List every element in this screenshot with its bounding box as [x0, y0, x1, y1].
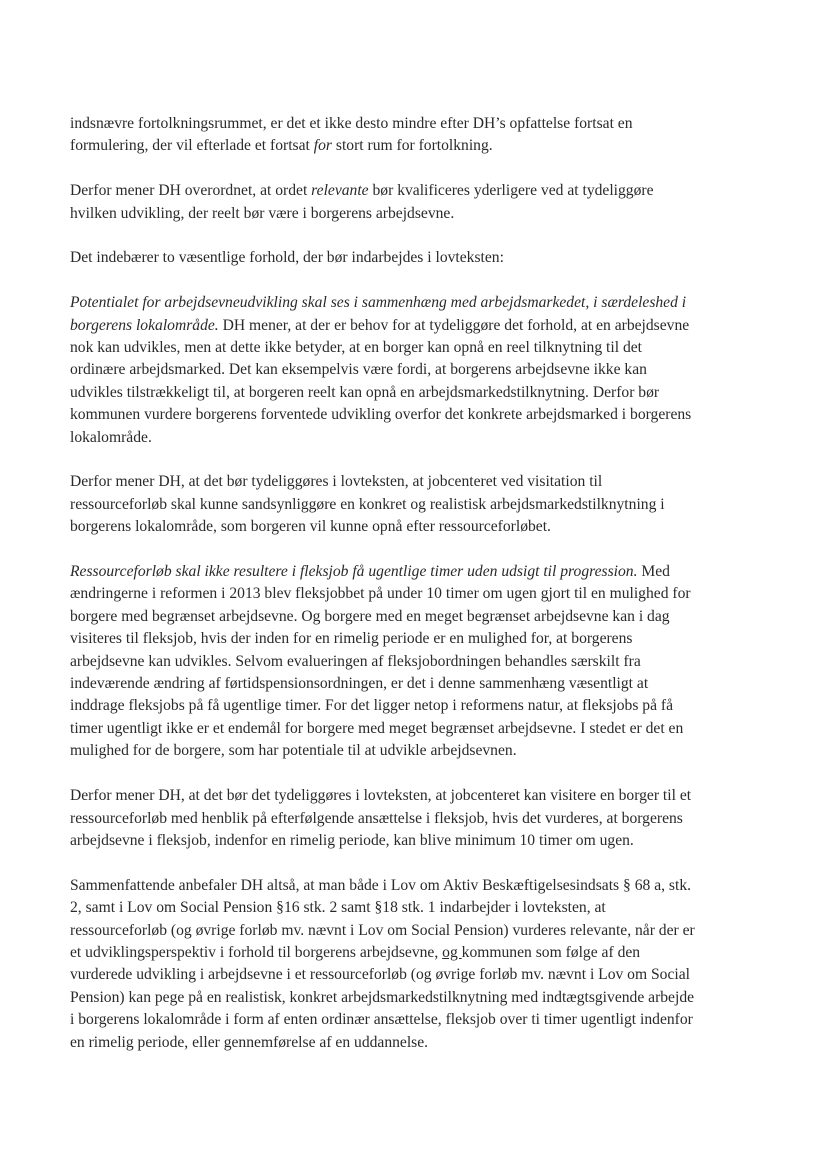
text-line: [70, 182, 654, 199]
text-run: visiteres til fleksjob, hvis der inden for en rimelig periode er en mulighed for, at borgerens: [70, 630, 633, 648]
text-line: [70, 563, 670, 580]
text-line: [70, 944, 640, 961]
text-run: stort rum for fortolkning.: [331, 137, 493, 155]
paragraph: [70, 113, 750, 158]
text-line: [70, 406, 691, 423]
text-run: en rimelig periode, eller gennemførelse af en uddannelse.: [70, 1033, 429, 1051]
paragraph: [70, 785, 750, 852]
text-line: [70, 361, 647, 378]
text-run: borgerens lokalområde, som borgeren vil kunne opnå efter ressourceforløbet.: [70, 518, 551, 536]
text-line: [70, 518, 551, 535]
text-line: [70, 384, 659, 401]
text-run: hvilken udvikling, der reelt bør være i borgerens arbejdsevne.: [70, 204, 455, 222]
text-line: [70, 1034, 428, 1051]
text-line: [70, 697, 673, 714]
paragraph: [70, 292, 750, 449]
underlined-text: og: [442, 943, 462, 961]
text-line: [70, 496, 665, 513]
text-line: [70, 1011, 693, 1028]
text-run: mulighed for de borgere, som har potentiale til at udvikle arbejdsevnen.: [70, 742, 517, 760]
text-line: [70, 877, 691, 894]
text-run: Sammenfattende anbefaler DH altså, at man både i Lov om Aktiv Beskæftigelsesindsats § 68 a, stk.: [70, 876, 692, 894]
text-line: [70, 675, 648, 692]
italic-text: relevante: [311, 182, 369, 200]
text-line: [70, 787, 691, 804]
text-run: ressourceforløb skal kunne sandsynliggøre en konkret og realistisk arbejdsmarkedstilknytning i: [70, 495, 665, 513]
paragraph: [70, 247, 750, 269]
text-run: et udviklingsperspektiv i forhold til borgerens arbejdsevne,: [70, 943, 443, 961]
text-line: [70, 294, 686, 311]
text-run: bør kvalificeres yderligere ved at tydeliggøre: [368, 182, 654, 200]
text-run: Derfor mener DH, at det bør det tydeliggøres i lovteksten, at jobcenteret kan visitere en borger til et: [70, 787, 692, 805]
text-line: [70, 249, 504, 266]
text-run: Derfor mener DH overordnet, at ordet: [70, 182, 312, 200]
text-run: kommunen som følge af den: [461, 943, 641, 961]
text-run: indeværende ændring af førtidspensionsordningen, er det i denne sammenhæng væsentligt at: [70, 675, 649, 693]
text-line: [70, 630, 632, 647]
text-run: udvikles tilstrækkeligt til, at borgeren reelt kan opnå en arbejdsmarkedstilknytning. Derfor bør: [70, 383, 660, 401]
text-run: nok kan udvikles, men at dette ikke betyder, at en borger kan opnå en reel tilknytning til det: [70, 339, 642, 357]
text-run: vurderede udvikling i arbejdsevne i et ressourceforløb (og øvrige forløb mv. nævnt i Lov om Social: [70, 966, 690, 984]
text-line: [70, 317, 689, 334]
text-run: 2, samt i Lov om Social Pension §16 stk. 2 samt §18 stk. 1 indarbejder i lovteksten, at: [70, 899, 606, 917]
text-run: arbejdsevne i fleksjob, indenfor en rimelig periode, kan blive minimum 10 timer om ugen.: [70, 831, 634, 849]
document-body: [70, 113, 750, 1054]
text-line: [70, 810, 683, 827]
text-run: ressourceforløb med henblik på efterfølgende ansættelse i fleksjob, hvis det vurderes, at borgerens: [70, 809, 683, 827]
text-run: i borgerens lokalområde i form af enten ordinær ansættelse, fleksjob over ti timer ugentligt indenfor: [70, 1011, 693, 1029]
text-line: [70, 137, 493, 154]
text-run: indsnævre fortolkningsrummet, er det et ikke desto mindre efter DH’s opfattelse fortsat en: [70, 115, 633, 132]
text-line: [70, 653, 641, 670]
text-line: [70, 966, 690, 983]
text-run: Derfor mener DH, at det bør tydeliggøres i lovteksten, at jobcenteret ved visitation til: [70, 473, 603, 491]
text-line: [70, 989, 694, 1006]
text-run: DH mener, at der er behov for at tydeliggøre det forhold, at en arbejdsevne: [218, 316, 690, 334]
paragraph: [70, 471, 750, 538]
text-line: [70, 473, 602, 490]
text-line: [70, 585, 691, 602]
text-run: borgere med begrænset arbejdsevne. Og borgere med en meget begrænset arbejdsevne kan i dag: [70, 607, 670, 625]
paragraph: [70, 180, 750, 225]
text-line: [70, 832, 634, 849]
text-run: timer ugentligt ikke er et endemål for borgere med meget begrænset arbejdsevne. I stedet er det en: [70, 719, 684, 737]
text-run: kommunen vurdere borgerens forventede udvikling overfor det konkrete arbejdsmarked i borgerens: [70, 406, 692, 424]
text-run: formulering, der vil efterlade et fortsat: [70, 137, 314, 155]
text-run: Med: [637, 563, 670, 581]
text-line: [70, 720, 683, 737]
text-run: ændringerne i reformen i 2013 blev fleksjobbet på under 10 timer om ugen gjort til en mulighed for: [70, 585, 691, 603]
text-run: Pension) kan pege på en realistisk, konkret arbejdsmarkedstilknytning med indtægtsgivende arbejde: [70, 988, 695, 1006]
text-line: [70, 608, 670, 625]
text-run: ressourceforløb (og øvrige forløb mv. nævnt i Lov om Social Pension) vurderes relevante, når der er: [70, 921, 695, 939]
text-line: [70, 115, 633, 132]
text-run: ordinære arbejdsmarked. Det kan eksempelvis være fordi, at borgerens arbejdsevne ikke kan: [70, 361, 647, 379]
text-run: inddrage fleksjobs på få ugentlige timer. For det ligger netop i reformens natur, at fleksjobs på få: [70, 697, 674, 715]
paragraph: [70, 875, 750, 1054]
italic-text: Ressourceforløb skal ikke resultere i fleksjob få ugentlige timer uden udsigt til progression.: [70, 563, 638, 581]
text-line: [70, 899, 606, 916]
paragraph: [70, 561, 750, 763]
text-line: [70, 922, 695, 939]
italic-text: borgerens lokalområde.: [70, 316, 219, 334]
text-run: arbejdsevne kan udvikles. Selvom evalueringen af fleksjobordningen behandles særskilt fra: [70, 652, 641, 670]
text-run: Det indebærer to væsentlige forhold, der bør indarbejdes i lovteksten:: [70, 249, 504, 267]
text-line: [70, 339, 642, 356]
italic-text: Potentialet for arbejdsevneudvikling skal ses i sammenhæng med arbejdsmarkedet, i særdeleshed i: [70, 294, 687, 312]
text-line: [70, 742, 517, 759]
text-line: [70, 205, 454, 222]
text-line: [70, 429, 152, 446]
text-run: lokalområde.: [70, 428, 152, 446]
italic-text: for: [313, 137, 332, 155]
